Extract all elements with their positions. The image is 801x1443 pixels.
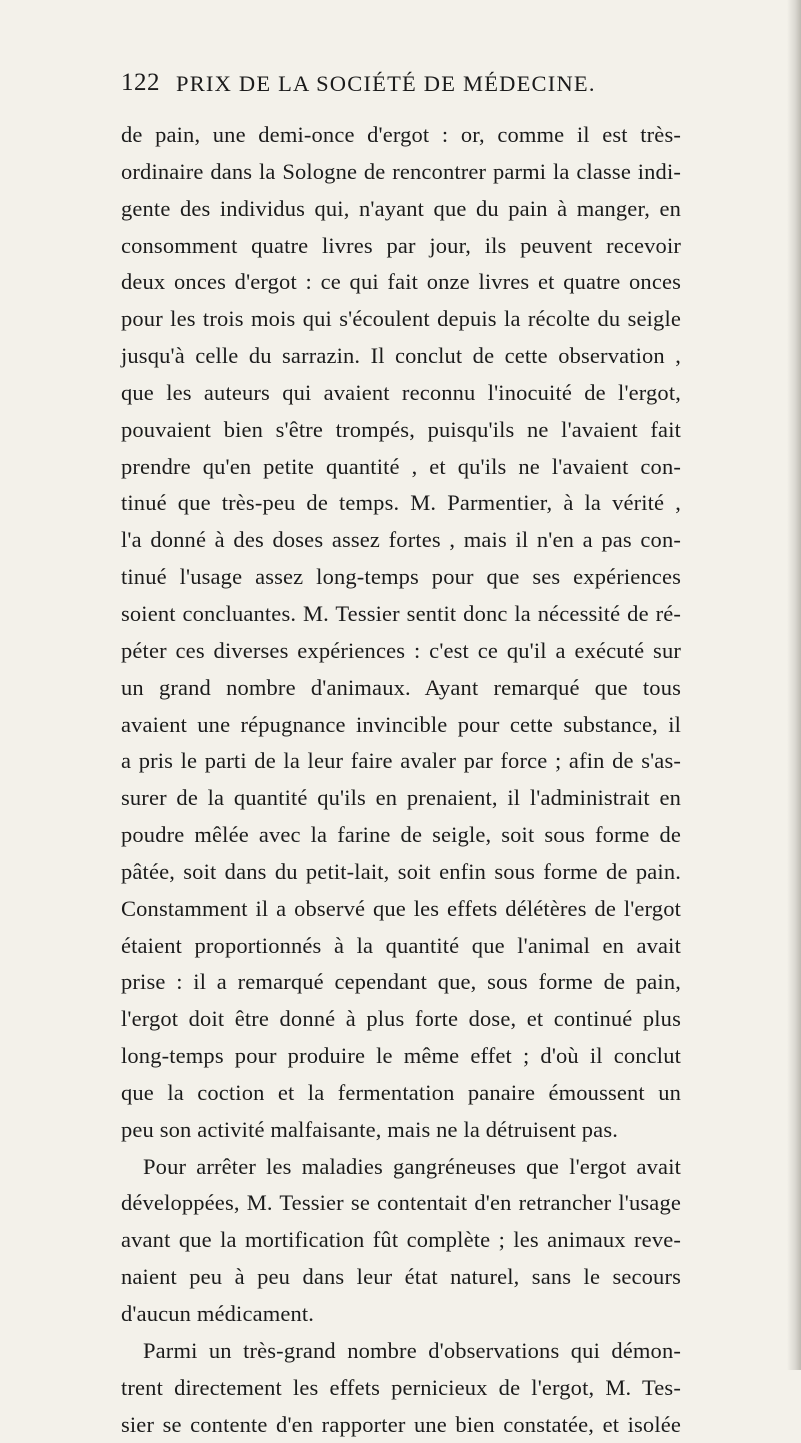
text-line: ordinaire dans la Sologne de rencontrer parmi la classe indi- — [121, 158, 681, 184]
text-line: trent directement les effets pernicieux de l'ergot, M. Tes- — [121, 1374, 681, 1400]
text-line: peu son activité malfaisante, mais ne la détruisent pas. — [121, 1116, 618, 1142]
text-line: prendre qu'en petite quantité , et qu'ils ne l'avaient con- — [121, 453, 681, 479]
text-line: un grand nombre d'animaux. Ayant remarqué que tous — [121, 674, 681, 700]
text-line: consomment quatre livres par jour, ils peuvent recevoir — [121, 232, 681, 258]
text-line: que les auteurs qui avaient reconnu l'inocuité de l'ergot, — [121, 379, 681, 405]
text-line: gente des individus qui, n'ayant que du pain à manger, en — [121, 195, 681, 221]
text-line: étaient proportionnés à la quantité que l'animal en avait — [121, 932, 681, 958]
text-line: avaient une répugnance invincible pour cette substance, il — [121, 711, 681, 737]
text-line: pouvaient bien s'être trompés, puisqu'ils ne l'avaient fait — [121, 416, 681, 442]
text-line: jusqu'à celle du sarrazin. Il conclut de cette observation , — [121, 343, 681, 369]
text-line: tinué que très-peu de temps. M. Parmentier, à la vérité , — [121, 490, 681, 516]
text-line: deux onces d'ergot : ce qui fait onze livres et quatre onces — [121, 269, 681, 295]
text-line: pâtée, soit dans du petit-lait, soit enfin sous forme de pain. — [121, 858, 681, 884]
text-line: développées, M. Tessier se contentait d'en retrancher l'usage — [121, 1190, 681, 1216]
text-line: Parmi un très-grand nombre d'observations qui démon- — [143, 1337, 681, 1363]
text-line: de pain, une demi-once d'ergot : or, comme il est très- — [121, 122, 681, 147]
text-line: pour les trois mois qui s'écoulent depuis la récolte du seigle — [121, 306, 681, 332]
running-title: PRIX DE LA SOCIÉTÉ DE MÉDECINE. — [176, 71, 596, 96]
text-line: avant que la mortification fût complète ; les animaux reve- — [121, 1227, 681, 1253]
text-line: naient peu à peu dans leur état naturel, sans le secours — [121, 1264, 681, 1290]
text-line: long-temps pour produire le même effet ; d'où il conclut — [121, 1043, 681, 1069]
page-edge-shadow — [787, 0, 801, 1370]
text-line: sier se contente d'en rapporter une bien constatée, et isolée — [121, 1411, 681, 1437]
text-line: tinué l'usage assez long-temps pour que ses expériences — [121, 564, 681, 590]
text-line: l'a donné à des doses assez fortes , mais il n'en a pas con- — [121, 527, 681, 553]
text-line: a pris le parti de la leur faire avaler par force ; afin de s'as- — [121, 748, 681, 774]
text-line: prise : il a remarqué cependant que, sous forme de pain, — [121, 969, 681, 995]
text-line: Pour arrêter les maladies gangréneuses que l'ergot avait — [143, 1153, 681, 1179]
text-line: que la coction et la fermentation panaire émoussent un — [121, 1079, 681, 1105]
body-text — [121, 117, 681, 1443]
text-line: Constamment il a observé que les effets délétères de l'ergot — [121, 895, 681, 921]
page-number: 122 — [121, 69, 160, 96]
text-line: d'aucun médicament. — [121, 1301, 315, 1326]
text-line: l'ergot doit être donné à plus forte dose, et continué plus — [121, 1006, 681, 1032]
page-header — [121, 69, 681, 103]
text-line: surer de la quantité qu'ils en prenaient, il l'administrait en — [121, 785, 681, 811]
text-line: soient concluantes. M. Tessier sentit donc la nécessité de ré- — [121, 600, 681, 626]
text-line: péter ces diverses expériences : c'est ce qu'il a exécuté sur — [121, 637, 681, 663]
text-line: poudre mêlée avec la farine de seigle, soit sous forme de — [121, 822, 681, 848]
